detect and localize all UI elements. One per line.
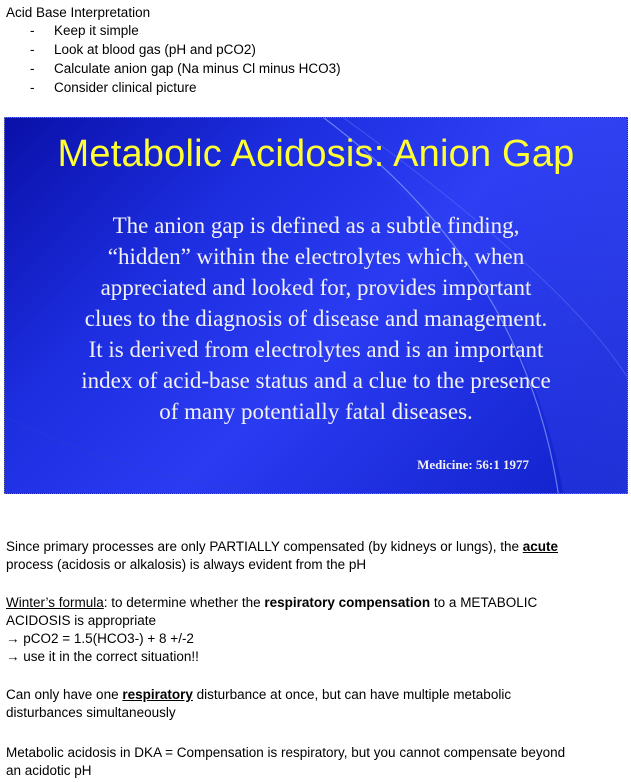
bullet-text: Calculate anion gap (Na minus Cl minus HCO3) <box>54 61 341 76</box>
paragraph-dka <box>6 744 616 780</box>
bullet-text: Look at blood gas (pH and pCO2) <box>54 42 256 57</box>
bullet-marker: - <box>30 23 35 38</box>
text-run: Metabolic acidosis in DKA = Compensation is respiratory, but you cannot compensate beyond <box>6 745 566 760</box>
slide-body-line: It is derived from electrolytes and is an important <box>88 337 544 362</box>
list-item <box>6 22 341 41</box>
text-run: Can only have one <box>6 687 123 702</box>
text-run: an acidotic pH <box>6 763 92 778</box>
paragraph-winters-formula <box>6 594 616 666</box>
slide-body-line: appreciated and looked for, provides important <box>100 275 532 300</box>
slide-citation: Medicine: 56:1 1977 <box>417 457 529 472</box>
text-run: process (acidosis or alkalosis) is always evident from the pH <box>6 557 367 572</box>
bullet-marker: - <box>30 61 35 76</box>
bullet-text: Keep it simple <box>54 23 139 38</box>
bullet-marker: - <box>30 42 35 57</box>
text-run: Since primary processes are only PARTIALLY compensated (by kidneys or lungs), the <box>6 539 523 554</box>
emphasis-acute: acute <box>522 539 559 554</box>
slide-body-text <box>35 210 597 427</box>
list-item <box>6 60 341 79</box>
winters-formula-label: Winter’s formula <box>6 595 104 610</box>
list-item <box>6 41 341 60</box>
emphasis-respiratory: respiratory <box>122 687 193 702</box>
text-run: : to determine whether the <box>103 595 265 610</box>
bullet-text: Consider clinical picture <box>54 80 197 95</box>
slide-body-line: of many potentially fatal diseases. <box>159 399 473 424</box>
winters-formula: → pCO2 = 1.5(HCO3-) + 8 +/-2 <box>6 631 194 646</box>
notes-heading: Acid Base Interpretation <box>6 5 151 20</box>
bullet-marker: - <box>30 80 35 95</box>
paragraph-compensation <box>6 538 616 574</box>
slide-title: Metabolic Acidosis: Anion Gap <box>57 133 575 175</box>
text-run: disturbances simultaneously <box>6 705 176 720</box>
text-run: disturbance at once, but can have multiple metabolic <box>192 687 512 702</box>
paragraph-single-respiratory <box>6 686 616 722</box>
text-run: ACIDOSIS is appropriate <box>6 613 157 628</box>
slide-body-line: “hidden” within the electrolytes which, when <box>107 244 525 269</box>
slide-body-line: index of acid-base status and a clue to the presence <box>81 368 551 393</box>
list-item <box>6 79 341 98</box>
notes-bullet-list <box>6 22 341 98</box>
slide-body-line: The anion gap is defined as a subtle finding, <box>112 213 520 238</box>
emphasis-respiratory-compensation: respiratory compensation <box>264 595 431 610</box>
winters-formula-note: → use it in the correct situation!! <box>6 649 199 664</box>
text-run: to a METABOLIC <box>430 595 538 610</box>
slide-body-line: clues to the diagnosis of disease and management. <box>84 306 548 331</box>
embedded-slide-image <box>4 117 628 494</box>
